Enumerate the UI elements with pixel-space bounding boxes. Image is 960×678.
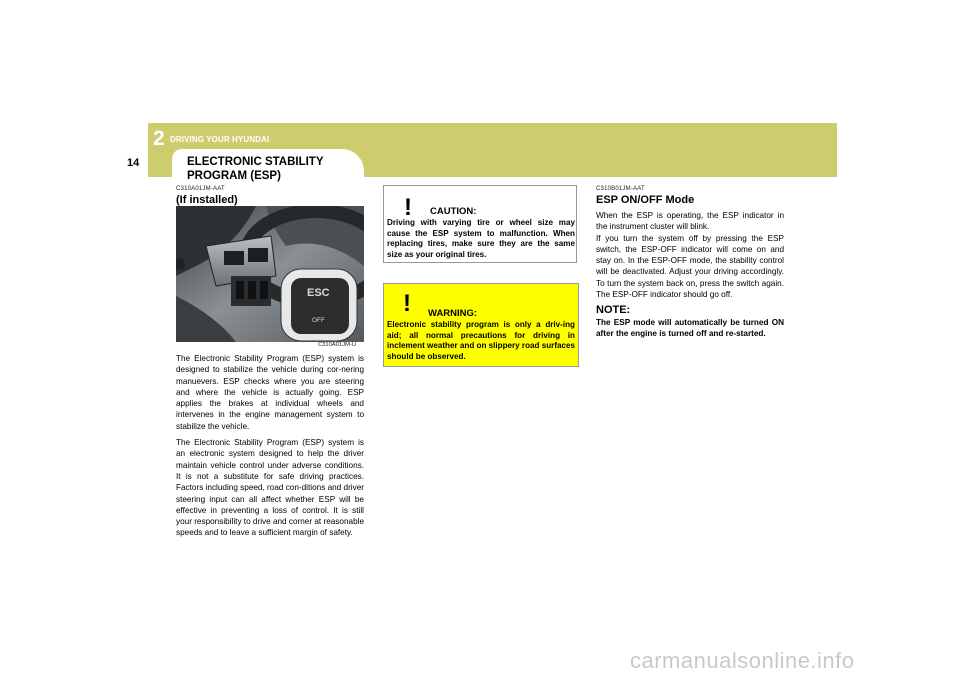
- left-paragraph-1: The Electronic Stability Program (ESP) system is designed to stabilize the vehicle during cor-nering manuevers. ESP checks where you are steering and where the vehicle is actually going. ESP applies the brakes at individual wheels and intervenes in the engine management system to stabilize the vehicle.: [176, 354, 364, 431]
- left-paragraph-2: The Electronic Stability Program (ESP) system is an electronic system designed to help the driver maintain vehicle control under adverse conditions. It is not a substitute for safe driving practices. Factors including speed, road con-ditions and driver steering input can all affect whether ESP will be effective in preventing a loss of control. It is still your responsibility to drive and corner at reasonable speeds and to leave a sufficient margin of safety.: [176, 438, 364, 538]
- note-body: The ESP mode will automatically be turned ON after the engine is turned off and re-started.: [596, 317, 784, 338]
- left-body: [176, 353, 364, 544]
- chapter-number: 2: [153, 127, 165, 150]
- warning-box: [383, 283, 579, 367]
- right-section-code: C310B01JM-AAT: [596, 186, 645, 192]
- esc-button-label: ESC: [307, 287, 330, 299]
- esc-switch-photo: [176, 206, 364, 342]
- caution-body: Driving with varying tire or wheel size may cause the ESP system to malfunction. When replacing tires, make sure they are the same size as your original tires.: [387, 218, 575, 259]
- right-body: When the ESP is operating, the ESP indicator in the instrument cluster will blink. If you turn the system off by pressing the ESP switch, the ESP-OFF indicator will come on and stay on. In the ESP-OFF mode, the stability control will be deactivated. Adjust your driving accordingly. To turn the system back on, press the switch again. The ESP-OFF indicator should go off.: [596, 211, 784, 300]
- svg-text:!: !: [403, 290, 411, 315]
- esc-off-label: OFF: [312, 317, 325, 324]
- svg-text:!: !: [404, 194, 412, 219]
- warning-icon: [390, 287, 424, 315]
- left-heading: (If installed): [176, 194, 238, 206]
- note-heading: NOTE:: [596, 304, 631, 317]
- caution-title: CAUTION:: [430, 206, 477, 217]
- page-number: 14: [127, 157, 140, 169]
- right-body-block: [596, 210, 784, 339]
- caution-icon: [391, 189, 425, 219]
- section-title-line2: PROGRAM (ESP): [187, 170, 281, 182]
- warning-body: Electronic stability program is only a driv-ing aid; all normal precautions for driving in inclement weather and on slippery road surfaces should be observed.: [387, 320, 576, 361]
- watermark: carmanualsonline.info: [630, 648, 855, 673]
- right-heading: ESP ON/OFF Mode: [596, 194, 695, 206]
- chapter-title: DRIVING YOUR HYUNDAI: [170, 135, 270, 144]
- caution-box: [383, 185, 577, 263]
- section-title: [187, 155, 347, 183]
- section-title-line1: ELECTRONIC STABILITY: [187, 156, 324, 168]
- warning-title: WARNING:: [428, 308, 478, 319]
- photo-caption: C310A01JM-U: [318, 342, 357, 348]
- left-section-code: C310A01JM-AAT: [176, 186, 225, 192]
